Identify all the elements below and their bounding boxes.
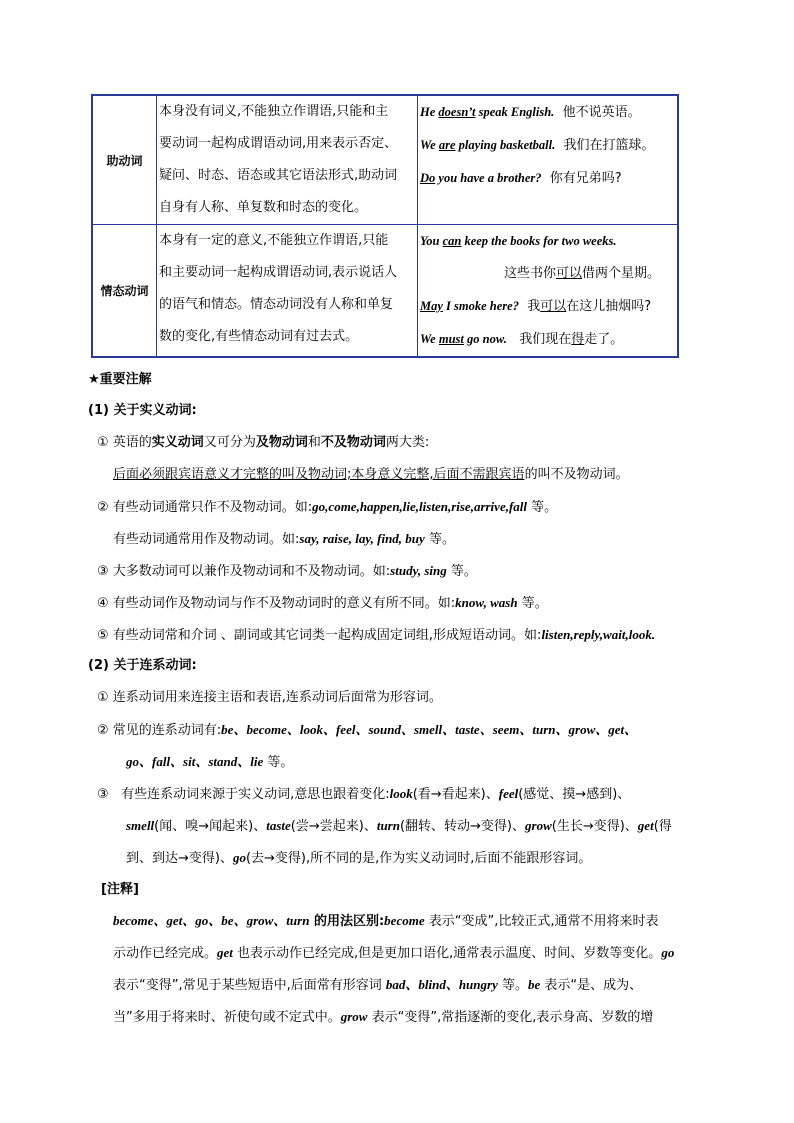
note-line	[126, 848, 591, 869]
note-line	[113, 529, 455, 550]
text: 表示“变成”,比较正式,通常不用将来时表	[424, 914, 659, 929]
note-line	[113, 1007, 653, 1028]
example-text: You	[420, 234, 443, 248]
text: 的用法区别:	[309, 914, 385, 929]
example-text: keep the books for two weeks.	[461, 234, 617, 248]
term: 不及物动词	[320, 435, 386, 450]
section-title: ★重要注解	[88, 372, 152, 387]
text: 的叫不及物动词。	[524, 467, 629, 482]
text: 等。	[424, 532, 455, 547]
text: ③	[97, 787, 122, 802]
verb: smell	[126, 818, 155, 833]
example-text: I smoke here?	[442, 299, 519, 313]
text: 和	[307, 435, 321, 450]
translation: 走了。	[584, 332, 624, 347]
text: 等。	[527, 500, 558, 515]
text: ② 常见的连系动词有:	[97, 723, 222, 738]
translation: 我们在打篮球。	[563, 138, 655, 153]
text: 到、到达→变得)、	[126, 851, 233, 866]
text: 表示“是、成为、	[540, 978, 643, 993]
example-line	[420, 225, 677, 258]
text: 等。	[446, 564, 477, 579]
desc-line: 数的变化,有些情态动词有过去式。	[159, 329, 359, 344]
text: ③ 大多数动词可以兼作及物动词和不及物动词。如:	[97, 564, 391, 579]
text: 示动作已经完成。	[113, 946, 218, 961]
term-cell	[92, 95, 157, 225]
note-line	[97, 497, 557, 518]
example-cell	[418, 225, 679, 358]
note-line	[97, 561, 477, 582]
desc-line: 和主要动词一起构成谓语动词,表示说话人	[159, 265, 398, 280]
text: 表示“变得”,常见于某些短语中,后面常有形容词	[113, 978, 386, 993]
underlined-word: can	[442, 234, 462, 248]
english-examples: say, raise, lay, find, buy	[299, 531, 425, 546]
verb: go	[661, 945, 675, 960]
english-examples: bad、blind、hungry	[385, 977, 498, 992]
subsection-heading: (2) 关于连系动词:	[88, 658, 197, 673]
subsection-heading: (1) 关于实义动词:	[88, 403, 197, 418]
note-heading: [注释]	[101, 882, 139, 897]
example-line	[420, 129, 677, 162]
note-line	[113, 911, 658, 932]
note-line	[126, 816, 672, 837]
verb: feel	[498, 786, 519, 801]
text: 等。	[263, 755, 294, 770]
table-row	[92, 225, 678, 358]
note-line: ① 连系动词用来连接主语和表语,连系动词后面常为形容词。	[97, 690, 442, 705]
verb: be	[528, 977, 541, 992]
verb: look	[389, 786, 413, 801]
note-line	[113, 465, 629, 485]
underlined-word: are	[438, 138, 456, 152]
example-line	[420, 290, 677, 323]
text: 当”多用于将来时、祈使句或不定式中。	[113, 1010, 341, 1025]
english-examples: become、get、go、be、grow、turn	[113, 913, 310, 928]
note-line	[97, 720, 637, 741]
note-line	[97, 433, 429, 453]
meaning: (感觉、摸→感到)、	[518, 787, 631, 802]
text: ④ 有些动词作及物动词与作不及物动词时的意义有所不同。如:	[97, 596, 456, 611]
english-examples: study, sing	[390, 563, 447, 578]
translation: 他不说英语。	[562, 105, 641, 120]
english-examples: go,come,happen,lie,listen,rise,arrive,fall	[312, 499, 528, 514]
term-label: 情态动词	[100, 284, 149, 298]
translation: 借两个星期。	[582, 266, 661, 281]
description-cell	[157, 95, 418, 225]
underlined-word: 可以	[556, 266, 583, 281]
text: 有些连系动词来源于实义动词,意思也跟着变化:	[121, 787, 390, 802]
verb: grow	[340, 1009, 368, 1024]
meaning: (闻、嗅→闻起来)、	[154, 819, 267, 834]
underlined-word: must	[438, 332, 464, 346]
verb: go	[232, 850, 246, 865]
translation: 我	[527, 299, 541, 314]
underlined-word: May	[420, 299, 443, 313]
text: 等。	[497, 978, 528, 993]
text: ② 有些动词通常只作不及物动词。如:	[97, 500, 313, 515]
term: 实义动词	[151, 435, 204, 450]
term-cell	[92, 225, 157, 358]
text: 后面	[113, 467, 140, 482]
meaning: (翻转、转动→变得)、	[399, 819, 526, 834]
note-line	[97, 784, 630, 805]
note-line	[97, 593, 548, 614]
example-text: We	[420, 332, 439, 346]
underlined-text: 后面不需跟宾语	[433, 467, 525, 482]
text: 两大类:	[385, 435, 430, 450]
text: ⑤ 有些动词常和介词 、副词或其它词类一起构成固定词组,形成短语动词。如:	[97, 628, 542, 643]
example-cell	[418, 95, 679, 225]
term: 及物动词	[255, 435, 308, 450]
note-line	[113, 975, 642, 996]
underlined-text: 必须跟宾语	[139, 467, 205, 482]
meaning: (看→看起来)、	[412, 787, 499, 802]
verb: become	[384, 913, 425, 928]
desc-line: 本身有一定的意义,不能独立作谓语,只能	[159, 233, 389, 248]
meaning: (尝→尝起来)、	[290, 819, 377, 834]
verb-types-table	[91, 94, 679, 358]
term-label: 助动词	[106, 153, 143, 168]
desc-line: 疑问、时态、语态或其它语法形式,助动词	[159, 168, 398, 183]
verb: get	[217, 945, 233, 960]
desc-line: 本身没有词义,不能独立作谓语,只能和主	[159, 104, 389, 119]
meaning: (得	[653, 819, 672, 834]
verb: turn	[376, 818, 400, 833]
example-line	[420, 323, 677, 356]
description-cell	[157, 225, 418, 358]
desc-line: 自身有人称、单复数和时态的变化。	[159, 200, 368, 215]
text: 意义才完整的叫及物动词;本身意义完整,	[204, 467, 434, 482]
english-examples: know, wash	[455, 595, 518, 610]
meaning: (生长→变得)、	[551, 819, 638, 834]
text: ① 英语的	[97, 435, 152, 450]
example-line	[420, 258, 677, 290]
english-examples: be、become、look、feel、sound、smell、taste、seem、turn、grow、get、	[221, 722, 638, 737]
translation: 这些书你	[504, 266, 557, 281]
verb: taste	[266, 818, 291, 833]
text: 等。	[517, 596, 548, 611]
note-line	[97, 625, 655, 646]
underlined-word: Do	[420, 171, 436, 185]
text: 有些动词通常用作及物动词。如:	[113, 532, 300, 547]
note-line	[113, 943, 674, 964]
example-line	[420, 96, 677, 129]
english-examples: listen,reply,wait,look.	[541, 627, 656, 642]
example-text: speak English.	[475, 105, 555, 119]
example-text: playing basketball.	[455, 138, 556, 152]
english-examples: go、fall、sit、stand、lie	[126, 754, 264, 769]
underlined-word: 可以	[540, 299, 567, 314]
desc-line: 的语气和情态。情态动词没有人称和单复	[159, 297, 394, 312]
verb: grow	[525, 818, 552, 833]
text: (去→变得),所不同的是,作为实义动词时,后面不能跟形容词。	[245, 851, 592, 866]
example-text: you have a brother?	[435, 171, 542, 185]
table-row	[92, 95, 678, 225]
underlined-word: 得	[571, 332, 585, 347]
desc-line: 要动词一起构成谓语动词,用来表示否定、	[159, 136, 398, 151]
example-text: He	[420, 105, 439, 119]
translation: 你有兄弟吗?	[549, 171, 622, 186]
note-line	[126, 752, 293, 773]
verb: get	[637, 818, 654, 833]
text: 也表示动作已经完成,但是更加口语化,通常表示温度、时间、岁数等变化。	[232, 946, 662, 961]
translation: 在这儿抽烟吗?	[566, 299, 652, 314]
example-line	[420, 162, 677, 195]
example-text: We	[420, 138, 439, 152]
text: 表示“变得”,常指逐渐的变化,表示身高、岁数的增	[367, 1010, 654, 1025]
text: 又可分为	[203, 435, 256, 450]
example-text: go now.	[463, 332, 507, 346]
underlined-word: doesn’t	[438, 105, 476, 119]
translation: 我们现在	[519, 332, 572, 347]
